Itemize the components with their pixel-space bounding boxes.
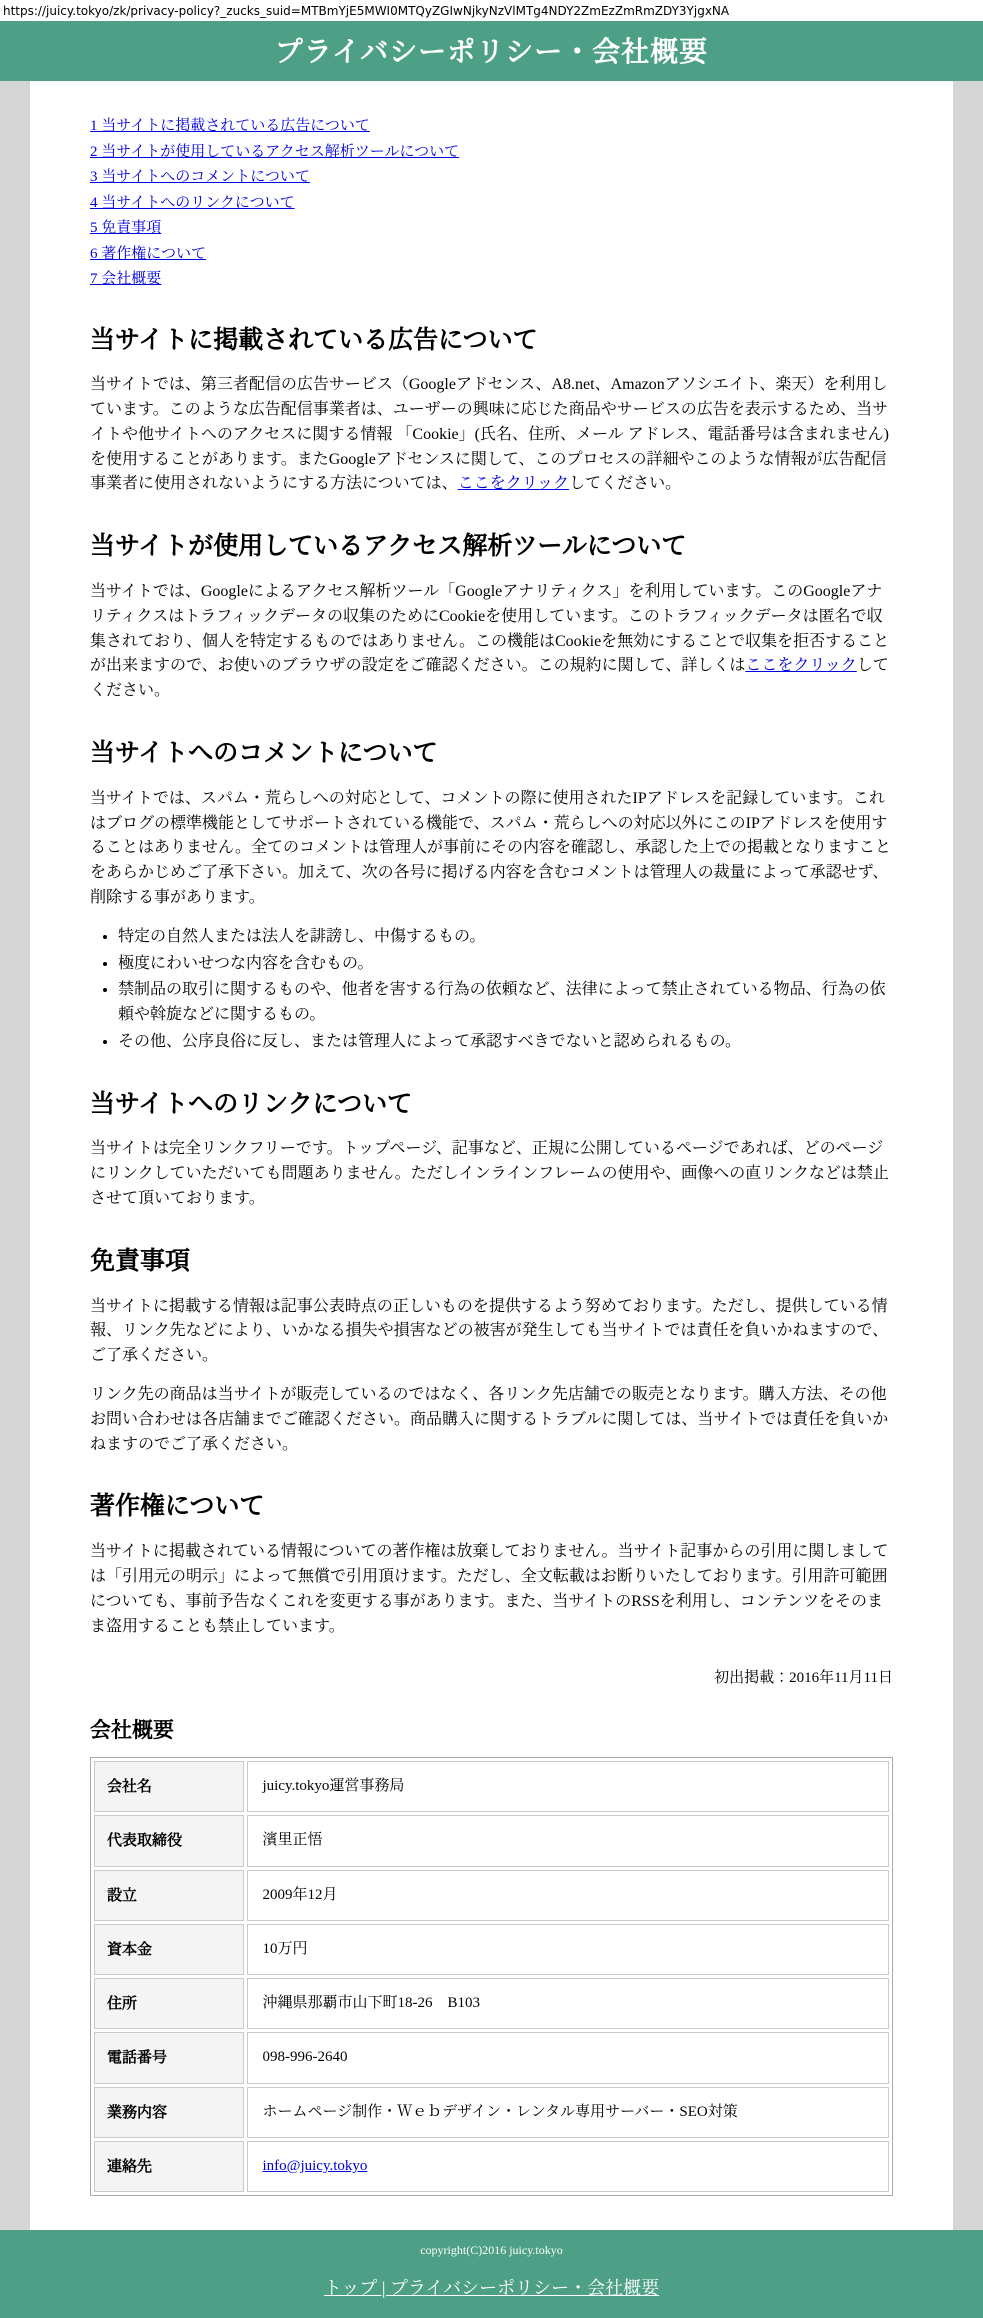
- paragraph-copyright: 当サイトに掲載されている情報についての著作権は放棄しておりません。当サイト記事からの引用に関しましては「引用元の明示」によって無償で引用頂けます。ただし、全文転載はお断りいたしております。引用許可範囲についても、事前予告なくこれを変更する事があります。また、当サイトのRSSを利用し、コンテンツをそのまま盗用することも禁止しています。: [90, 1543, 889, 1635]
- list-item: • 極度にわいせつな内容を含むもの。: [118, 952, 893, 977]
- capital-label: 資本金: [94, 1924, 244, 1975]
- list-item: • 禁制品の取引に関するものや、他者を害する行為の依頼など、法律によって禁止されている物品、行為の依頼や斡旋などに関するもの。: [118, 978, 893, 1028]
- phone-label: 電話番号: [94, 2032, 244, 2083]
- business-label: 業務内容: [94, 2087, 244, 2138]
- paragraph-comments: 当サイトでは、スパム・荒らしへの対応として、コメントの際に使用されたIPアドレスを記録しています。これはブログの標準機能としてサポートされている機能で、スパム・荒らしへの対応以外にこのIPアドレスを使用することはありません。全てのコメントは管理人が事前にその内容を確認し、承認した上での掲載となりますことをあらかじめご了承下さい。加えて、次の各号に掲げる内容を含むコメントは管理人の裁量によって承認せず、削除する事があります。: [90, 789, 891, 906]
- toc-link-disclaimer[interactable]: 5 免責事項: [90, 220, 162, 236]
- toc-link-company[interactable]: 7 会社概要: [90, 271, 162, 287]
- table-row: [94, 1978, 889, 2029]
- toc-link-ads[interactable]: 1 当サイトに掲載されている広告について: [90, 118, 370, 134]
- address-label: 住所: [94, 1978, 244, 2029]
- paragraph-analytics: [90, 580, 893, 704]
- heading-comments: 当サイトへのコメントについて: [90, 738, 438, 767]
- table-row: [94, 2141, 889, 2192]
- heading-analytics: 当サイトが使用しているアクセス解析ツールについて: [90, 532, 687, 561]
- first-published-date: 初出掲載：2016年11月11日: [714, 1670, 893, 1687]
- browser-url-bar[interactable]: https://juicy.tokyo/zk/privacy-policy?_zucks_suid=MTBmYjE5MWI0MTQyZGIwNjkyNzVlMTg4NDY2ZmEzZmRmZDY3YjgxNA: [0, 0, 983, 21]
- company-name-value: juicy.tokyo運営事務局: [247, 1761, 889, 1812]
- company-overview-table: [90, 1757, 893, 2196]
- representative-value: 濱里正悟: [247, 1815, 889, 1866]
- table-row: [94, 2032, 889, 2083]
- ads-click-here-link[interactable]: ここをクリック: [457, 475, 570, 493]
- paragraph-disclaimer-1: 当サイトに掲載する情報は記事公表時点の正しいものを提供するよう努めております。ただし、提供している情報、リンク先などにより、いかなる損失や損害などの被害が発生しても当サイトでは責任を負いかねますので、ご了承ください。: [90, 1297, 889, 1365]
- contact-label: 連絡先: [94, 2141, 244, 2192]
- heading-linkpolicy: 当サイトへのリンクについて: [90, 1089, 413, 1118]
- list-item: • その他、公序良俗に反し、または管理人によって承認すべきでないと認められるもの。: [118, 1030, 893, 1055]
- table-of-contents: [90, 115, 893, 291]
- address-value: 沖縄県那覇市山下町18-26 B103: [247, 1978, 889, 2029]
- company-name-label: 会社名: [94, 1761, 244, 1812]
- analytics-click-here-link[interactable]: ここをクリック: [745, 657, 857, 675]
- list-item: • 特定の自然人または法人を誹謗し、中傷するもの。: [118, 925, 893, 950]
- business-value: ホームページ制作・Ｗｅｂデザイン・レンタル専用サーバー・SEO対策: [247, 2087, 889, 2138]
- paragraph-disclaimer-2: リンク先の商品は当サイトが販売しているのではなく、各リンク先店舗での販売となります。購入方法、その他お問い合わせは各店舗までご確認ください。商品購入に関するトラブルに関しては、当サイトでは責任を負いかねますのでご了承ください。: [90, 1385, 889, 1453]
- footer-nav-link[interactable]: トップ | プライバシーポリシー・会社概要: [323, 2278, 660, 2299]
- analytics-text-before: 当サイトでは、Googleによるアクセス解析ツール「Googleアナリティクス」を利用しています。このGoogleアナリティクスはトラフィックデータの収集のためにCookieを使用しています。このトラフィックデータは匿名で収集されており、個人を特定するものではありません。この機能はCookieを無効にすることで収集を拒否することが出来ますので、お使いのブラウザの設定をご確認ください。この規約に関して、詳しくは: [90, 582, 890, 675]
- established-label: 設立: [94, 1870, 244, 1921]
- established-value: 2009年12月: [247, 1870, 889, 1921]
- ads-text-after: してください。: [569, 475, 682, 493]
- toc-link-copyright[interactable]: 6 著作権について: [90, 245, 206, 262]
- table-row: [94, 2087, 889, 2138]
- capital-value: 10万円: [247, 1924, 889, 1975]
- contact-email-link[interactable]: info@juicy.tokyo: [262, 2157, 368, 2174]
- table-row: [94, 1924, 889, 1975]
- contact-value: [247, 2141, 889, 2192]
- table-row: [94, 1870, 889, 1921]
- footer-copyright: copyright(C)2016 juicy.tokyo: [420, 2243, 563, 2258]
- heading-copyright: 著作権について: [90, 1492, 265, 1521]
- toc-link-linkpolicy[interactable]: 4 当サイトへのリンクについて: [90, 194, 295, 211]
- table-row: [94, 1761, 889, 1812]
- heading-ads: 当サイトに掲載されている広告について: [90, 325, 538, 354]
- toc-link-comments[interactable]: 3 当サイトへのコメントについて: [90, 169, 310, 185]
- table-row: [94, 1815, 889, 1866]
- heading-company: 会社概要: [90, 1718, 174, 1742]
- heading-disclaimer: 免責事項: [90, 1246, 191, 1275]
- page-title: プライバシーポリシー・会社概要: [274, 36, 709, 67]
- paragraph-linkpolicy: 当サイトは完全リンクフリーです。トップページ、記事など、正規に公開しているページであれば、どのページにリンクしていただいても問題ありません。ただしインラインフレームの使用や、画像への直リンクなどは禁止させて頂いております。: [90, 1140, 889, 1208]
- phone-value: 098-996-2640: [247, 2032, 889, 2083]
- analytics-text-after: してください。: [90, 657, 889, 700]
- representative-label: 代表取締役: [94, 1815, 244, 1866]
- footer: [0, 2230, 983, 2318]
- comment-rules-list: [98, 925, 893, 1055]
- page-title-banner: [0, 21, 983, 81]
- ads-text-before: 当サイトでは、第三者配信の広告サービス（Googleアドセンス、A8.net、Amazonアソシエイト、楽天）を利用しています。このような広告配信事業者は、ユーザーの興味に応じた商品やサービスの広告を表示するため、当サイトや他サイトへのアクセスに関する情報 「Cookie」(氏名、住所、メール アドレス、電話番号は含まれません) を使用することがあります。またGoogleアドセンスに関して、このプロセスの詳細やこのような情報が広告配信事業者に使用されないようにする方法については、: [90, 376, 889, 493]
- main-content: [30, 81, 953, 2230]
- toc-link-analytics[interactable]: 2 当サイトが使用しているアクセス解析ツールについて: [90, 143, 460, 160]
- paragraph-ads: [90, 373, 893, 497]
- page-background: [0, 81, 983, 2230]
